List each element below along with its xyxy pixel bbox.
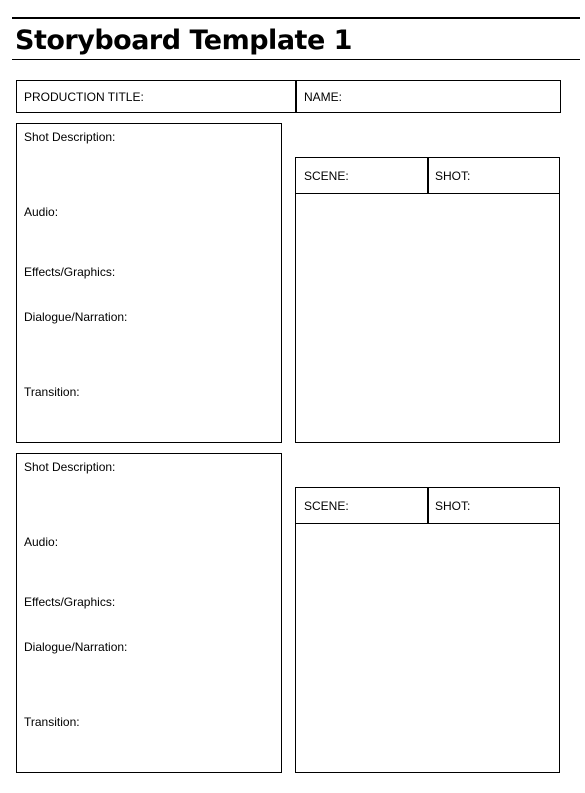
shot-label: SHOT: xyxy=(435,499,471,513)
effects-graphics-label: Effects/Graphics: xyxy=(24,595,116,609)
transition-label: Transition: xyxy=(24,385,80,399)
scene-label: SCENE: xyxy=(304,499,349,513)
frame-header-2 xyxy=(295,487,560,524)
effects-graphics-label: Effects/Graphics: xyxy=(24,265,116,279)
header-divider xyxy=(295,81,297,112)
top-rule xyxy=(12,17,580,19)
audio-label: Audio: xyxy=(24,205,59,219)
shot-description-label: Shot Description: xyxy=(24,460,116,474)
dialogue-narration-label: Dialogue/Narration: xyxy=(24,310,128,324)
frame-header-divider xyxy=(427,488,429,523)
page-title: Storyboard Template 1 xyxy=(15,25,352,56)
shot-label: SHOT: xyxy=(435,169,471,183)
dialogue-narration-label: Dialogue/Narration: xyxy=(24,640,128,654)
title-underline xyxy=(12,59,580,60)
production-title-label: PRODUCTION TITLE: xyxy=(24,90,144,104)
frame-header-divider xyxy=(427,158,429,193)
name-label: NAME: xyxy=(304,90,343,104)
audio-label: Audio: xyxy=(24,535,59,549)
shot-description-panel-1 xyxy=(16,123,282,443)
shot-description-panel-2 xyxy=(16,453,282,773)
shot-description-label: Shot Description: xyxy=(24,130,116,144)
transition-label: Transition: xyxy=(24,715,80,729)
production-header-row xyxy=(16,80,561,113)
scene-label: SCENE: xyxy=(304,169,349,183)
sketch-frame-1 xyxy=(295,193,560,443)
sketch-frame-2 xyxy=(295,523,560,773)
frame-header-1 xyxy=(295,157,560,194)
